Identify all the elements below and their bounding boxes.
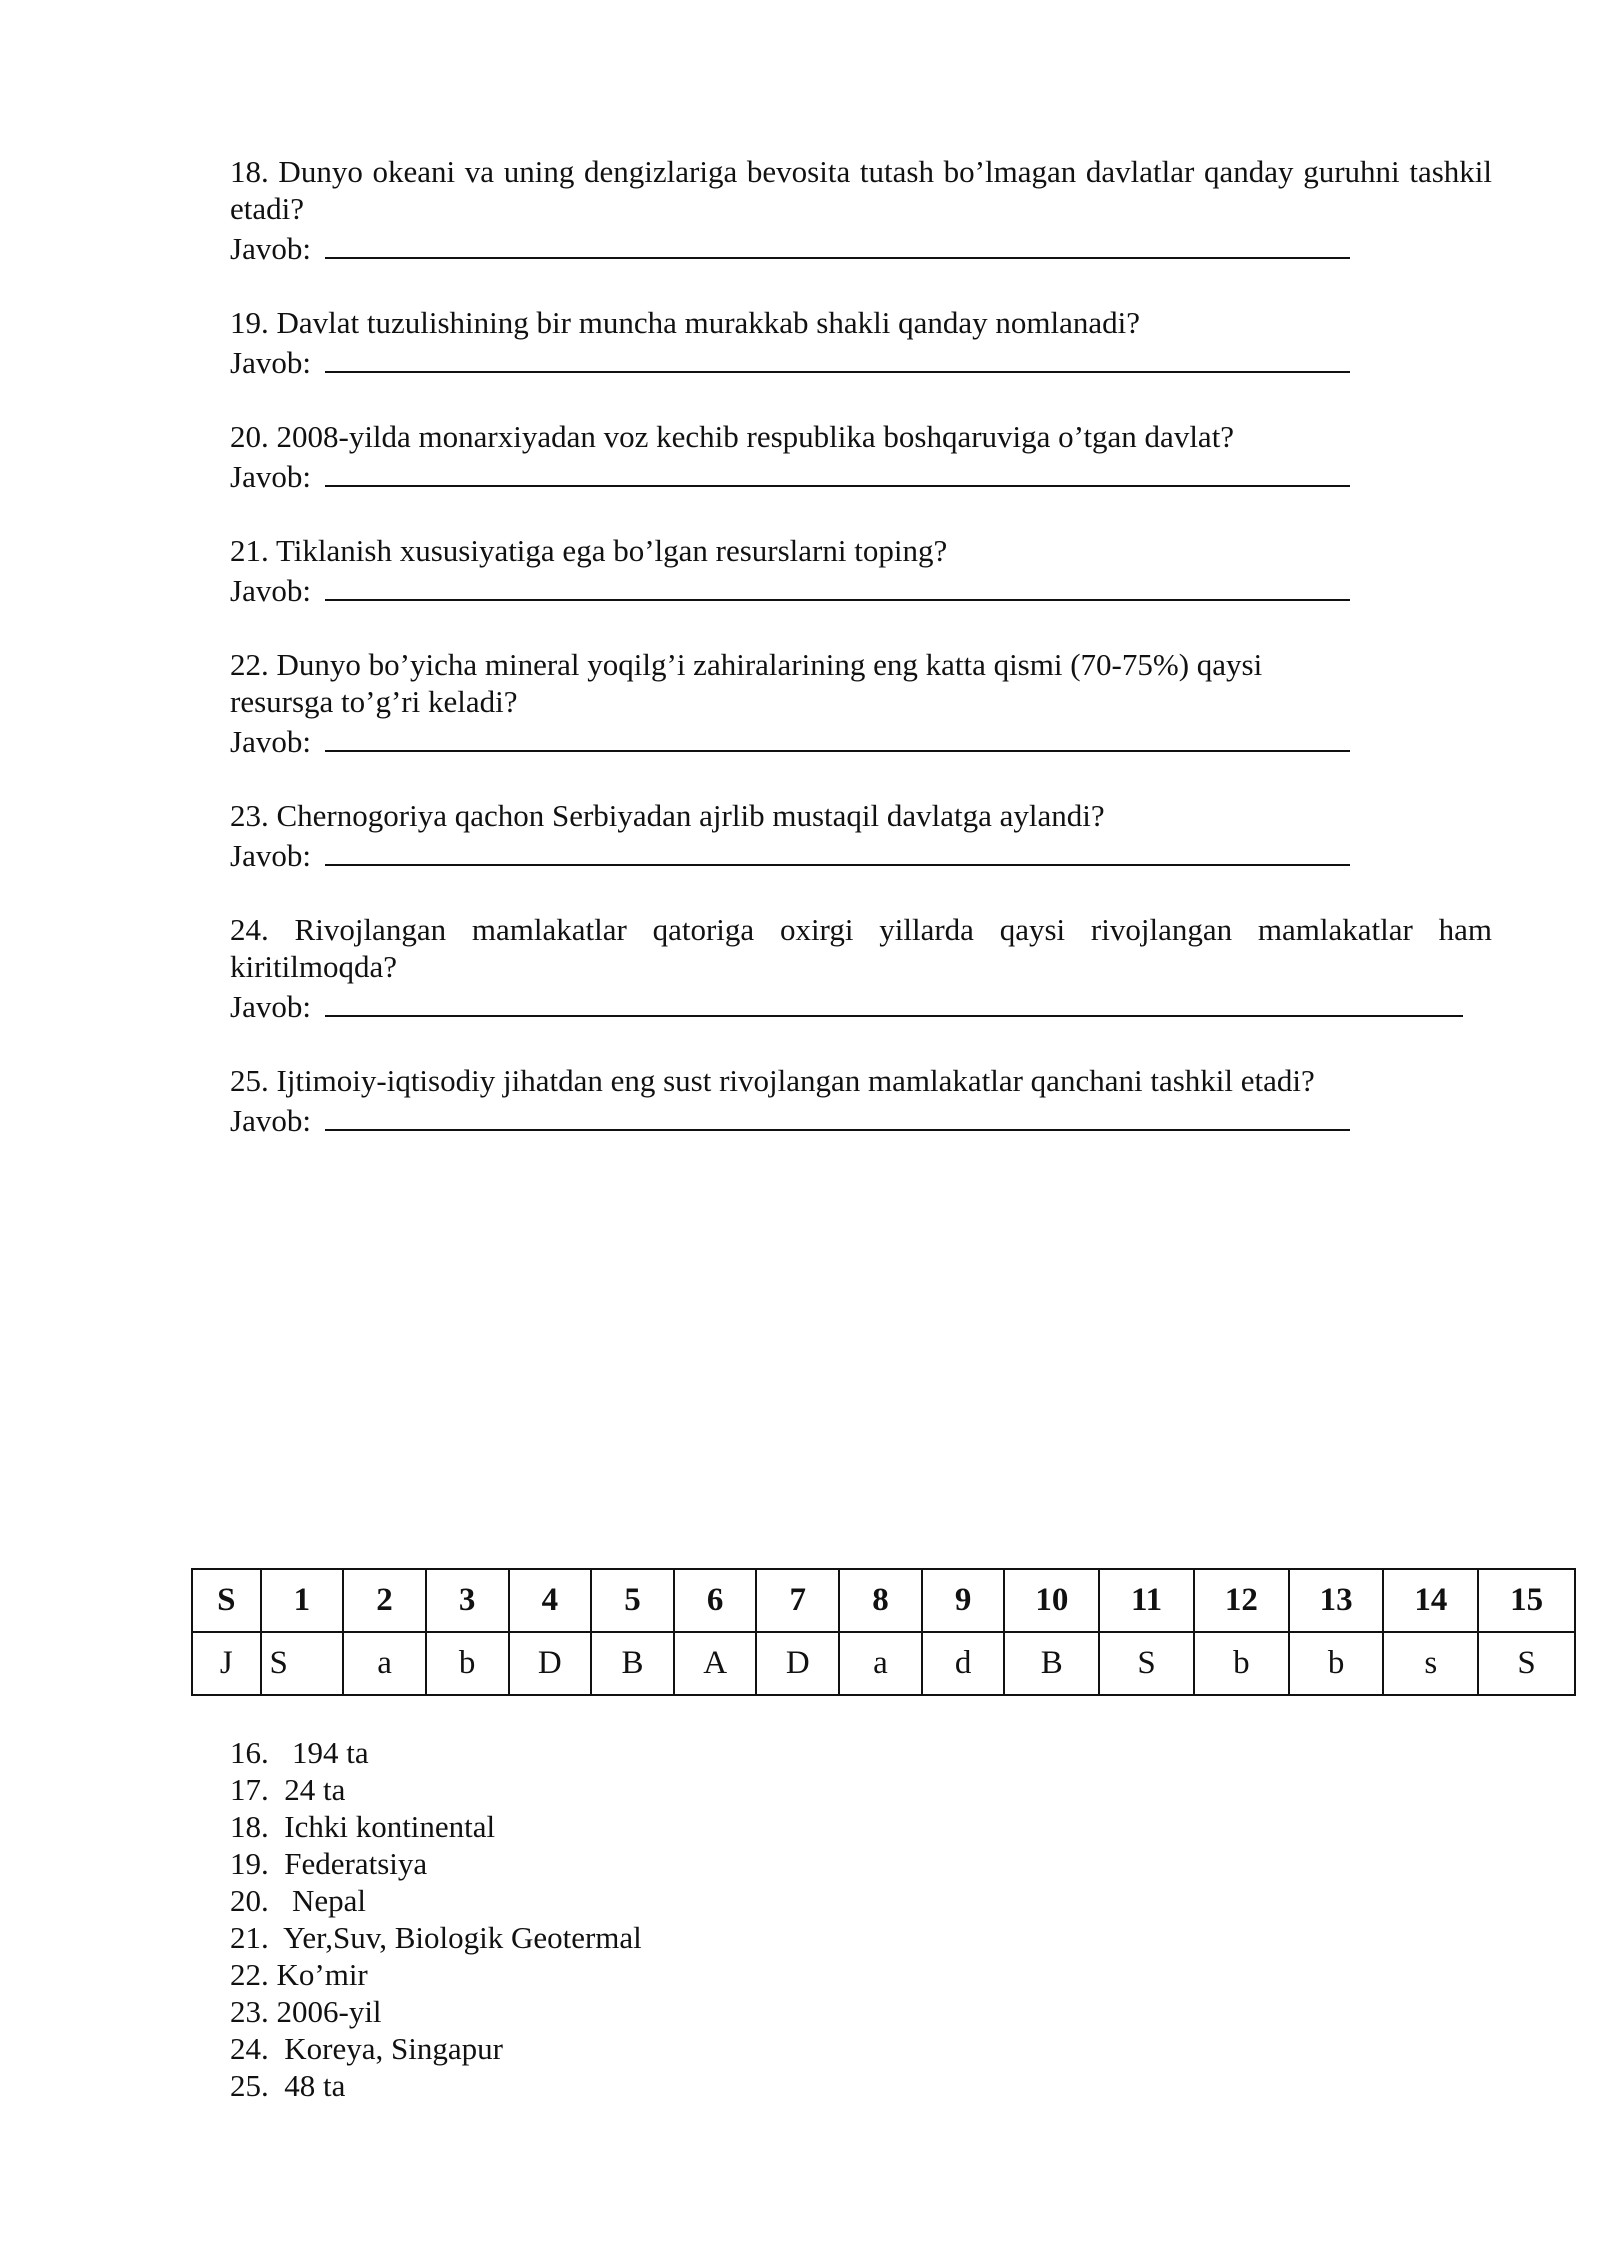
answer-key-value-cell: J [192,1632,261,1695]
answer-key-value-cell: S [1099,1632,1194,1695]
question-block [230,797,1492,874]
answer-label: Javob: [230,231,319,266]
answer-key-header-cell: 13 [1289,1569,1384,1632]
answer-key-value-cell: d [922,1632,1005,1695]
answer-label: Javob: [230,724,319,759]
answer-label: Javob: [230,345,319,380]
answer-key-value-cell: S [1478,1632,1575,1695]
answer-blank-line[interactable] [325,227,1350,259]
answer-blank-line[interactable] [325,455,1350,487]
answer-key-value-cell: S [261,1632,344,1695]
answer-key-header-cell: 3 [426,1569,509,1632]
answer-key-header-cell: 12 [1194,1569,1289,1632]
answer-key-header-cell: 1 [261,1569,344,1632]
answer-line [230,455,1492,495]
question-text: 25. Ijtimoiy-iqtisodiy jihatdan eng sust rivojlangan mamlakatlar qanchani tashkil etadi? [230,1063,1315,1098]
answer-line [230,569,1492,609]
question-text: 18. Dunyo okeani va uning dengizlariga bevosita tutash bo’lmagan davlatlar qanday guruhni tashkil etadi? [230,154,1492,226]
answer-key-value-cell: D [756,1632,839,1695]
answer-key-header-cell: 11 [1099,1569,1194,1632]
question-block [230,532,1492,609]
answer-label: Javob: [230,838,319,873]
answer-key-header-cell: 9 [922,1569,1005,1632]
answer-item: 18. Ichki kontinental [230,1809,496,1844]
answer-item: 17. 24 ta [230,1772,346,1807]
answer-key-header-cell: 5 [591,1569,674,1632]
question-block [230,646,1492,760]
answer-key-header-cell: 15 [1478,1569,1575,1632]
answer-key-value-cell: B [1004,1632,1099,1695]
answer-label: Javob: [230,1103,319,1138]
question-text: 21. Tiklanish xususiyatiga ega bo’lgan resurslarni toping? [230,533,948,568]
answer-label: Javob: [230,459,319,494]
question-block [230,304,1492,381]
answer-key-value-cell: s [1383,1632,1478,1695]
answer-blank-line[interactable] [325,341,1350,373]
answer-key-header-cell: 6 [674,1569,757,1632]
answer-key-header-cell: 10 [1004,1569,1099,1632]
answer-item: 20. Nepal [230,1883,367,1918]
answer-blank-line[interactable] [325,985,1463,1017]
answer-label: Javob: [230,989,319,1024]
answer-key-header-cell: 2 [343,1569,426,1632]
question-text: 23. Chernogoriya qachon Serbiyadan ajrlib mustaqil davlatga aylandi? [230,798,1105,833]
answer-blank-line[interactable] [325,834,1350,866]
answer-key-value-cell: b [426,1632,509,1695]
answer-blank-line[interactable] [325,569,1350,601]
answer-item: 24. Koreya, Singapur [230,2031,503,2066]
answer-item: 22. Ko’mir [230,1957,368,1992]
answer-line [230,341,1492,381]
answer-key-header-cell: S [192,1569,261,1632]
answer-line [230,834,1492,874]
answer-key-header-cell: 7 [756,1569,839,1632]
questions-section [230,153,1492,1176]
answer-line [230,720,1492,760]
answer-line [230,985,1492,1025]
answer-item: 16. 194 ta [230,1735,369,1770]
question-text: 24. Rivojlangan mamlakatlar qatoriga oxirgi yillarda qaysi rivojlangan mamlakatlar ham kiritilmoqda? [230,912,1492,984]
answer-key-value-cell: b [1289,1632,1384,1695]
answer-item: 21. Yer,Suv, Biologik Geotermal [230,1920,642,1955]
answer-key-header-row [192,1569,1575,1632]
answer-blank-line[interactable] [325,1099,1350,1131]
answer-key-table [191,1568,1576,1696]
answer-item: 19. Federatsiya [230,1846,428,1881]
question-text: 19. Davlat tuzulishining bir muncha murakkab shakli qanday nomlanadi? [230,305,1140,340]
answer-key-values-row [192,1632,1575,1695]
answer-key-value-cell: D [509,1632,592,1695]
question-block [230,911,1492,1025]
answer-label: Javob: [230,573,319,608]
answer-item: 23. 2006-yil [230,1994,382,2029]
answer-key-value-cell: B [591,1632,674,1695]
answer-key-value-cell: A [674,1632,757,1695]
answers-list [230,1734,642,2104]
answer-item: 25. 48 ta [230,2068,346,2103]
answer-key-header-cell: 14 [1383,1569,1478,1632]
answer-key-value-cell: b [1194,1632,1289,1695]
question-block [230,1062,1492,1139]
answer-line [230,227,1492,267]
answer-key-header-cell: 4 [509,1569,592,1632]
answer-blank-line[interactable] [325,720,1350,752]
answer-key-value-cell: a [343,1632,426,1695]
question-block [230,418,1492,495]
question-text: 22. Dunyo bo’yicha mineral yoqilg’i zahiralarining eng katta qismi (70-75%) qaysi resursga to’g’ri keladi? [230,647,1263,719]
answer-key-value-cell: a [839,1632,922,1695]
answer-line [230,1099,1492,1139]
question-text: 20. 2008-yilda monarxiyadan voz kechib respublika boshqaruviga o’tgan davlat? [230,419,1235,454]
answer-key-header-cell: 8 [839,1569,922,1632]
question-block [230,153,1492,267]
